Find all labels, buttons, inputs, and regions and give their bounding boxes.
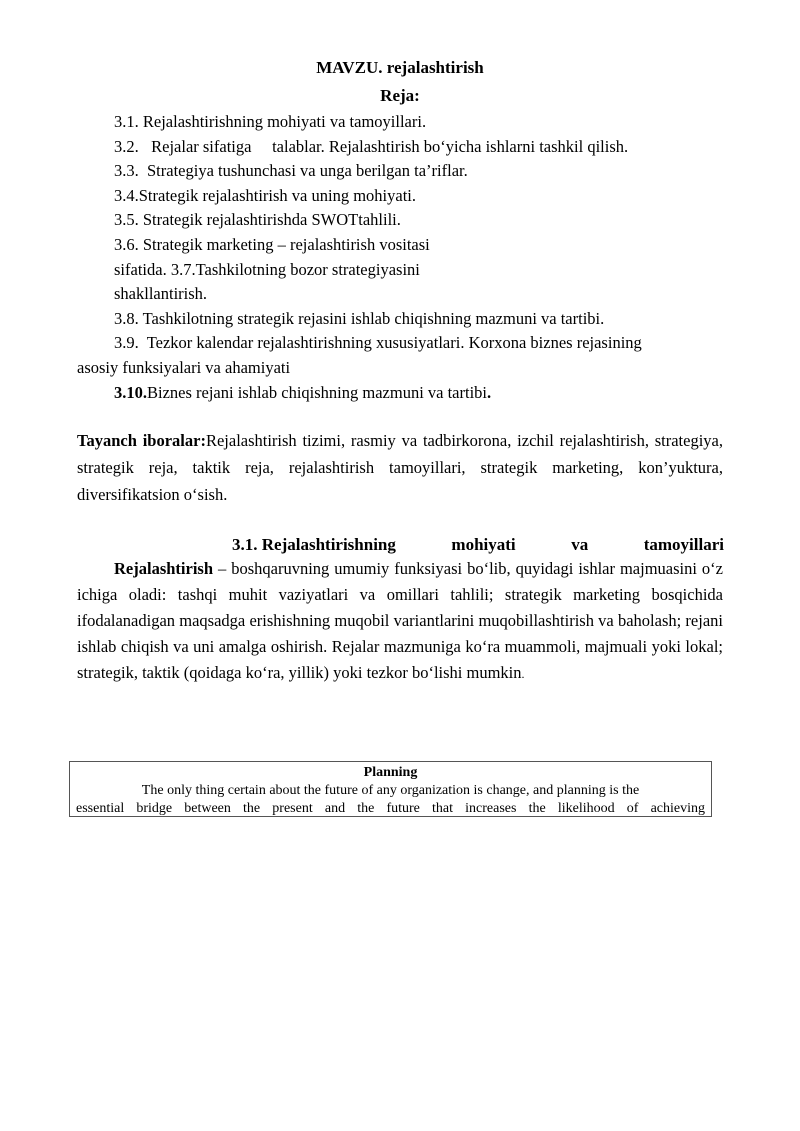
plan-item-number: 3.10. [114,382,147,402]
keywords-paragraph [77,427,723,508]
quote-box-line: essential bridge between the present and the future that increases the likelihood of achieving [76,801,705,816]
plan-item: 3.6. Strategik marketing – rejalashtirish vositasi [114,234,430,254]
section-heading-part: tamoyillari [643,535,724,554]
section-term: Rejalashtirish [114,559,213,578]
plan-item: shakllantirish. [114,284,208,304]
plan-item-end: . [487,382,492,402]
quote-box-line: The only thing certain about the future of any organization is change, and planning is the [141,783,640,798]
page-title: MAVZU. rejalashtirish [316,58,484,77]
plan-item-continuation: asosiy funksiyalari va ahamiyati [77,357,291,377]
section-heading-part: 3.1. Rejalashtirishning [232,535,396,554]
plan-item-text: Biznes rejani ishlab chiqishning mazmuni va tartibi [147,382,488,402]
section-paragraph [77,556,723,687]
plan-item: 3.9. Tezkor kalendar rejalashtirishning xususiyatlari. Korxona biznes rejasining [114,333,642,353]
plan-item: 3.5. Strategik rejalashtirishda SWOTtahlili. [114,210,401,230]
plan-item: 3.2. Rejalar sifatiga talablar. Rejalashtirish bo‘yicha ishlarni tashkil qilish. [114,136,629,156]
quote-box-title: Planning [363,765,418,780]
section-text: – boshqaruvning umumiy funksiyasi bo‘lib, quyidagi ishlar majmuasini o‘z ichiga oladi: tashqi muhit vaziyatlari va omillari tahlili; strategik marketing bosqichida ifodalanadigan maqsadga erishishning muqobil variantlarini muqobillashtirish va baholash; rejani ishlab chiqish va uni amalga oshirish. Rejalar mazmuniga ko‘ra muammoli, majmuali yoki lokal; strategik, taktik (qoidaga ko‘ra, yillik) yoki tezkor bo‘lishi mumkin [77,559,723,682]
plan-item: sifatida. 3.7.Tashkilotning bozor strategiyasini [114,259,420,279]
section-heading [232,532,724,558]
section-heading-part: va [571,535,589,554]
plan-list [77,110,734,405]
section-text-end: . [521,667,525,681]
keywords-text: Rejalashtirish tizimi, rasmiy va tadbirkorona, izchil rejalashtirish, strategiya, strategik reja, taktik reja, rejalashtirish tamoyillari, strategik marketing, kon’yuktura, diversifikatsion o‘sish. [77,431,724,504]
plan-item: 3.3. Strategiya tushunchasi va unga berilgan ta’riflar. [114,161,468,181]
plan-item [114,381,734,406]
keywords-label: Tayanch iboralar: [77,431,206,450]
plan-item: 3.8. Tashkilotning strategik rejasini ishlab chiqishning mazmuni va tartibi. [114,308,605,328]
plan-item: 3.1. Rejalashtirishning mohiyati va tamoyillari. [114,112,427,131]
planning-quote-box [69,761,712,817]
section-heading-part: mohiyati [451,535,516,554]
plan-heading: Reja: [380,86,420,105]
plan-item: 3.4.Strategik rejalashtirish va uning mohiyati. [114,185,416,205]
